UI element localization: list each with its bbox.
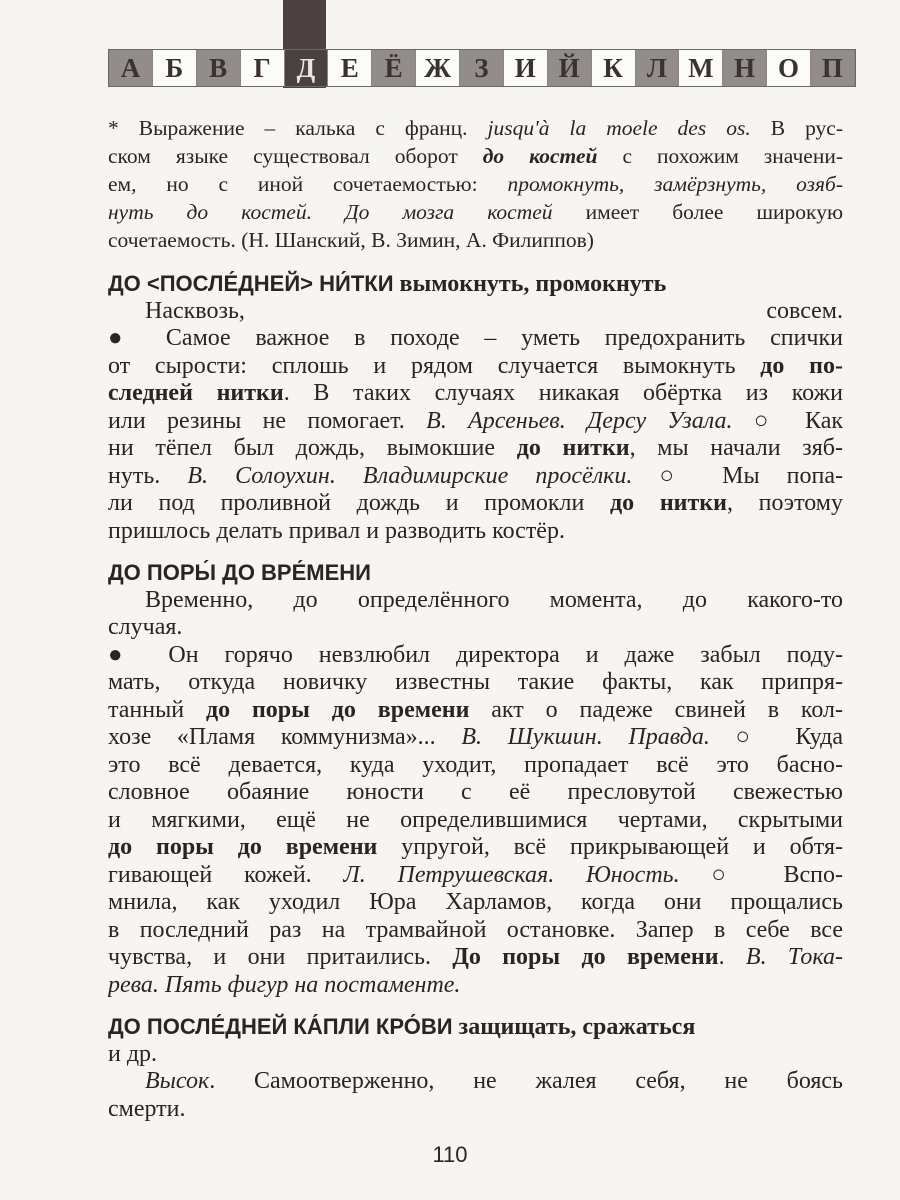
alphabet-letter: Д	[285, 50, 329, 86]
entry-text-line	[108, 1096, 843, 1124]
text: или резины не помогает.	[108, 407, 427, 434]
entry-do-posledney-kapli-krovi	[108, 1013, 843, 1123]
text: Временно, до определённого момента, до какого-то	[145, 586, 843, 613]
entry-text-line	[108, 697, 843, 725]
entry-do-posledney-nitki	[108, 270, 843, 545]
entry-text-line	[108, 518, 843, 546]
text: , поэтому	[726, 490, 843, 516]
alphabet-letter: Й	[548, 50, 592, 86]
text: мать, откуда новичку известны такие факты, как припря-	[108, 669, 843, 695]
italic-text: В. Тока-	[745, 944, 843, 970]
italic-text: нуть до костей. До мозга костей	[108, 200, 553, 224]
entry-text-line	[108, 944, 843, 972]
entry-text-line	[108, 435, 843, 463]
entry-heading	[108, 1013, 843, 1041]
bold-text: до по-	[760, 352, 843, 379]
text: и мягкими, ещё не определившимися чертами, скрытыми	[108, 806, 843, 833]
bold-text: до нитки	[610, 490, 727, 516]
text: словное обаяние юности с её пресловутой свежестью	[108, 779, 843, 805]
text: . Самоотверженно, не жалея себя, не боясь	[209, 1068, 843, 1094]
footnote	[108, 114, 843, 254]
text: пришлось делать привал и разводить костёр.	[108, 517, 565, 544]
entry-text-line	[108, 463, 843, 491]
italic-text: рева. Пять фигур на постаменте.	[108, 971, 461, 998]
text: . В таких случаях никакая обёртка из кожи	[283, 380, 843, 406]
entry-text-line	[108, 408, 843, 436]
alphabet-letter: Ё	[372, 50, 416, 86]
headword: ДО ПОСЛЕ́ДНЕЙ КА́ПЛИ КРО́ВИ	[108, 1014, 453, 1039]
entry-text-line	[108, 889, 843, 917]
footnote-line	[108, 198, 843, 226]
text: Насквозь, совсем.	[145, 297, 843, 324]
headword: ДО <ПОСЛЕ́ДНЕЙ> НИ́ТКИ	[108, 271, 394, 296]
italic-text: В. Шукшин. Правда.	[461, 724, 710, 750]
text: имеет более широкую	[552, 200, 843, 224]
text: чувства, и они притаились.	[108, 944, 453, 970]
text: ○ Куда	[709, 724, 843, 750]
entry-text-line	[108, 614, 843, 642]
entry-text-line	[108, 752, 843, 780]
text: ○ Мы попа-	[632, 462, 843, 489]
text: случая.	[108, 614, 183, 640]
text: и др.	[108, 1040, 158, 1067]
text: ли под проливной дождь и промокли	[108, 490, 610, 516]
text: от сырости: сплошь и рядом случается вымокнуть	[108, 352, 761, 379]
text: .	[718, 944, 746, 970]
entry-text-line	[108, 972, 843, 1000]
footnote-line	[108, 114, 843, 142]
bold-text: вымокнуть, промокнуть	[393, 271, 667, 297]
footnote-line	[108, 142, 843, 170]
text: в последний раз на трамвайной остановке. Запер в себе все	[108, 916, 843, 943]
text: гивающей кожей.	[108, 861, 344, 888]
entry-text-line	[108, 779, 843, 807]
entry-text-line	[108, 490, 843, 518]
bold-text: защищать, сражаться	[452, 1014, 696, 1040]
alphabet-letter: М	[679, 50, 723, 86]
bold-text: до нитки	[516, 435, 630, 461]
page-body	[108, 114, 843, 1137]
text: нуть.	[108, 462, 188, 489]
italic-text: промокнуть, замёрзнуть, озяб-	[507, 172, 843, 196]
alphabet-letter: В	[197, 50, 241, 86]
bold-text: до поры до времени	[205, 696, 470, 723]
bold-text: до поры до времени	[108, 834, 378, 860]
entry-text-line	[108, 325, 843, 353]
entry-text-line	[108, 380, 843, 408]
entry-text-line	[108, 298, 843, 326]
text: ● Самое важное в походе – уметь предохранить спички	[108, 325, 843, 351]
alphabet-letter: Ж	[416, 50, 460, 86]
italic-text: В. Солоухин. Владимирские просёлки.	[187, 462, 633, 489]
text: упругой, всё прикрывающей и обтя-	[377, 834, 843, 860]
italic-text: В. Арсеньев. Дерсу Узала.	[426, 407, 733, 434]
alphabet-letter: Л	[636, 50, 680, 86]
entry-heading	[108, 270, 843, 298]
entry-do-pory-do-vremeni	[108, 559, 843, 999]
alphabet-letter: Г	[241, 50, 285, 86]
headword: ДО ПОРЫ́ ДО ВРЕ́МЕНИ	[108, 560, 371, 585]
text: ○ Вспо-	[679, 861, 843, 888]
italic-text: jusqu'à la moele des os.	[487, 116, 751, 140]
bold-text: До поры до времени	[452, 944, 719, 970]
footnote-line	[108, 170, 843, 198]
footnote-line	[108, 226, 843, 254]
entry-text-line	[108, 587, 843, 615]
text: акт о падеже свиней в кол-	[469, 696, 843, 723]
entry-text-line	[108, 862, 843, 890]
text: , мы начали зяб-	[629, 435, 843, 461]
text: ○ Как	[732, 407, 843, 434]
alphabet-letter: Б	[153, 50, 197, 86]
text: сочетаемость. (Н. Шанский, В. Зимин, А. Филиппов)	[108, 228, 594, 252]
bold-text: следней нитки	[108, 380, 284, 406]
entry-text-line	[108, 724, 843, 752]
text: мнила, как уходил Юра Харламов, когда они прощались	[108, 889, 843, 915]
alphabet-letter: И	[504, 50, 548, 86]
text: ● Он горячо невзлюбил директора и даже забыл поду-	[108, 641, 843, 668]
entry-text-line	[108, 642, 843, 670]
entry-text-line	[108, 669, 843, 697]
alphabet-letter: Е	[328, 50, 372, 86]
text: смерти.	[108, 1095, 186, 1122]
text: с похожим значени-	[597, 144, 843, 168]
text: ском языке существовал оборот	[108, 144, 483, 168]
alphabet-letter: З	[460, 50, 504, 86]
entry-text-line	[108, 834, 843, 862]
alphabet-letter: А	[109, 50, 153, 86]
alphabet-letter: К	[592, 50, 636, 86]
italic-text: Л. Петрушевская. Юность.	[343, 861, 680, 888]
italic-text: Высок	[145, 1068, 210, 1094]
entry-text-line	[108, 807, 843, 835]
alphabet-letter: О	[767, 50, 811, 86]
entry-text-line	[108, 1068, 843, 1096]
text: это всё девается, куда уходит, пропадает всё это басно-	[108, 751, 843, 778]
text: ем, но с иной сочетаемостью:	[108, 172, 508, 196]
entry-text-line	[108, 353, 843, 381]
text: * Выражение – калька с франц.	[108, 116, 488, 140]
italic-text: до костей	[482, 144, 598, 168]
entry-text-line	[108, 1041, 843, 1069]
text: ни тёпел был дождь, вымокшие	[108, 435, 517, 461]
entry-text-line	[108, 917, 843, 945]
page-number: 110	[432, 1142, 468, 1167]
entry-heading	[108, 559, 843, 587]
text: хозе «Пламя коммунизма»...	[108, 724, 462, 750]
alphabet-letter: Н	[723, 50, 767, 86]
alphabet-index	[108, 49, 856, 87]
text: танный	[108, 696, 206, 723]
text: В рус-	[750, 116, 843, 140]
alphabet-letter: П	[811, 50, 855, 86]
